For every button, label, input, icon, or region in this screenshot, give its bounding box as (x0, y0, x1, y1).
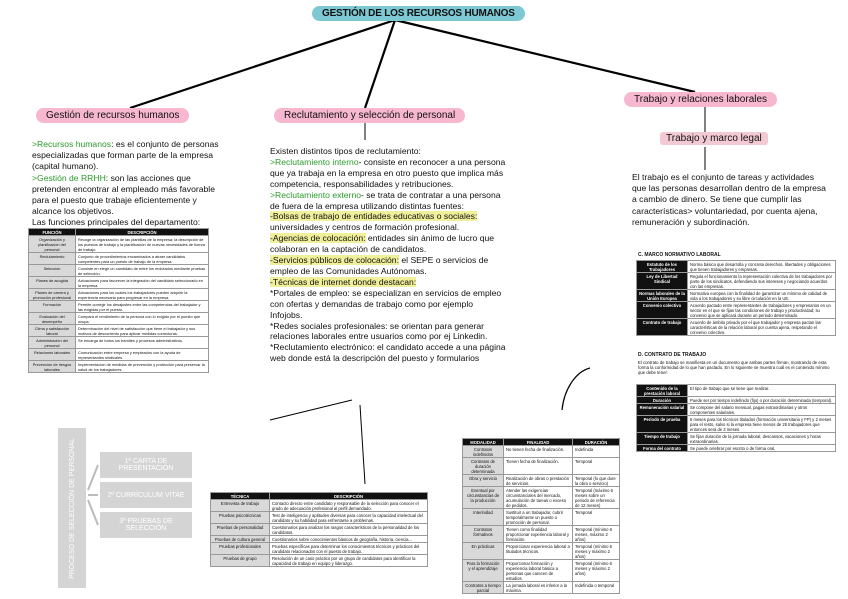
table-row: Prevención de riesgos laborales Implementación de medidas de prevención y protección para preservar la salud de los trabajadores. (29, 361, 209, 373)
rh-def: : es el conjunto de personas especializadas que forman parte de la empresa (capital humano). (32, 139, 219, 172)
contrato-title: D. CONTRATO DE TRABAJO (638, 352, 707, 358)
table-row: Para la formación y el aprendizaje Proporcionar formación y experiencia laboral básica a personas que carecen de estudios. Temporal (mínimo 6 meses y máximo 2 años) (463, 560, 620, 582)
th-funcion: FUNCIÓN (29, 229, 76, 236)
externo-term: >Reclutamiento externo (270, 189, 362, 200)
table-row: Obra y servicio Realización de obras o prestación de servicios. Temporal (lo que dure la obra o servicio) (463, 475, 620, 487)
contrato-intro: El contrato de trabajo se manifiesta en un documento que ambas partes firman, mostrando de esta forma la conformidad de lo que han pactado. En lo siguiente se muestra cuál es el contenido mínimo que debe tener: (638, 360, 830, 376)
branch-marco-legal: Trabajo y marco legal (660, 132, 768, 145)
table-row: Contrato de trabajo Acuerdo de ámbito privado por el que trabajador y empresa pactan las características de la relación laboral por cuenta ajena, respetando el convenio colectivo. (637, 319, 836, 336)
trabajo-text: El trabajo es el conjunto de tareas y actividades que las personas desarrollan dentro de la empresa a cambio de dinero. Se tiene que cumplir las características> voluntariedad, por cuenta ajena, remuneración y subordinación. (632, 172, 826, 227)
main-title: GESTIÓN DE LOS RECURSOS HUMANOS (312, 6, 525, 21)
table-row: Pruebas de cultura general Cuestionarios sobre conocimientos básicos de geografía, historia, ciencia... (211, 536, 428, 543)
table-row: Clima y satisfacción laboral Determinación del nivel de satisfacción que tiene el trabajador y sus motivos de descontento para aplicar medidas correctoras. (29, 325, 209, 337)
table-row: Contratos a tiempo parcial La jornada laboral es inferior a la máxima. Indefinida o temporal (463, 582, 620, 594)
table-row: Planes de acogida Actuaciones para favorecer la integración del candidato seleccionado en la empresa. (29, 277, 209, 289)
table-row: Periodo de prueba 6 meses para los técnicos titulados (formación universitaria y FP) y 2 meses para el resto, salvo si la empresa tiene menos de 25 trabajadores que entonces será de 3 meses. (637, 416, 836, 433)
grh-def: : son las acciones que pretenden encontrar al empleado más favorable para el puesto que trabaje eficientemente y alcance los objetivos. (32, 172, 215, 217)
table-row: Planes de carrera y promoción profesional Actuaciones para los cuales los trabajadores pueden adquirir la experiencia necesaria para progresar en la empresa. (29, 289, 209, 301)
table-row: Reclutamiento Conjunto de procedimientos encaminados a atraer candidatos competentes para un puesto de trabajo de la empresa. (29, 253, 209, 265)
table-row: Contratos indefinidos No tienen fecha de finalización. Indefinida (463, 446, 620, 458)
branch-trabajo: Trabajo y relaciones laborales (624, 92, 777, 107)
table-row: Pruebas psicotécnicas Test de inteligencia y aptitudes diversas para conocer la capacidad intelectual del candidato y su habilidad para enfrentarse a problemas. (211, 512, 428, 524)
table-row: Normas laborales de la Unión Europea Normativa europea con la finalidad de garantizar un mínimo de calidad de vida a los trabajadores y su libre circulación en la UE. (637, 290, 836, 302)
proceso-title: PROCESO DE SELECCIÓN DE PERSONAL (68, 437, 76, 579)
table-row: Forma del contrato Se puede celebrar por escrito o de forma oral. (637, 445, 836, 452)
table-row: Estatuto de los Trabajadores Norma básica que desarrolla y concreta derechos, libertades y obligaciones que tienen trabajadores y empresas. (637, 261, 836, 273)
marco-normativo-title: C. MARCO NORMATIVO LABORAL (638, 252, 721, 258)
th-descripcion: DESCRIPCIÓN (76, 229, 209, 236)
table-row: Eventual por circunstancias de la producción Atender las exigencias circunstanciales del mercado, acumulación de tareas o exceso de pedidos. Temporal (máximo 6 meses sobre un periodo de referencia de 12 meses) (463, 487, 620, 509)
table-row: Contenido de la prestación laboral El tipo de trabajo que se tiene que realizar. (637, 385, 836, 397)
proceso-title-box (58, 428, 86, 588)
table-row: Pruebas de personalidad Cuestionarios para analizar los rasgos característicos de la personalidad de los candidatos. (211, 524, 428, 536)
table-row: Convenio colectivo Acuerdo pactado entre representantes de trabajadores y empresarios en un sector en el que se fijan las condiciones de trabajo y productividad; su convenio que se aplicará durante un periodo determinado. (637, 302, 836, 319)
table-row: Duración Puede ser por tiempo indefinido (fijo) o por duración determinada (temporal). (637, 397, 836, 404)
proceso-step-3: 3º PRUEBAS DE SELECCIÓN (100, 512, 192, 538)
table-row: Selección Consiste en elegir un candidato de entre los reclutados mediante pruebas de selección. (29, 265, 209, 277)
table-row: Organización y planificación del personal Recoge la organización de las plantillas de la empresa; la descripción de los puestos de trabajo y la planificación de nuevas necesidades de fuerza de trabajo. (29, 236, 209, 253)
branch-gestion: Gestión de recursos humanos (36, 108, 189, 123)
proceso-step-1: 1º CARTA DE PRESENTACIÓN (100, 452, 192, 478)
tecnicas-table: TÉCNICA DESCRIPCIÓN Entrevista de trabajo Contacto directo entre candidato y responsable de la selección para conocer el grado de adecuación profesional al perfil demandado. Pruebas psicotécnicas Test de inteligencia y aptitudes diversas para conocer la capacidad intelectual del candidato y su habilidad para enfrentarse a problemas. Pruebas de personalidad Cuestionarios para analizar los rasgos característicos de la personalidad de los candidatos. Pruebas de cultura general Cuestionarios sobre conocimientos básicos de geografía, historia, ciencia... Pruebas profesionales Pruebas específicas para determinar los conocimientos técnicos y prácticos del candidato relacionados con el puesto de trabajo. Pruebas de grupo Resolución de un caso práctico por un grupo de candidatos para identificar la capacidad de trabajo en equipo y liderazgo. (210, 492, 428, 567)
funciones-table (28, 228, 209, 373)
table-row: Interinidad Sustituir a un trabajador, cubrir temporalmente un puesto o promoción de personal. Temporal (463, 509, 620, 526)
marco-normativo-table (636, 260, 836, 336)
table-row: Pruebas de grupo Resolución de un caso práctico por un grupo de candidatos para identificar la capacidad de trabajo en equipo y liderazgo. (211, 555, 428, 567)
funciones-label: Las funciones principales del departamento: (32, 217, 201, 228)
table-row: Formación Permite corregir los desajustes entre las competencias del trabajador y las exigidas por el puesto. (29, 301, 209, 313)
proceso-step-2: 2º CURRÍCULUM VITAE (100, 482, 192, 508)
reclutamiento-text: Existen distintos tipos de reclutamiento: >Reclutamiento interno- consiste en reconocer a una persona que ya trabaja en la empresa en otro puesto que implica más competencia, responsabilidades y retribuciones. >Reclutamiento externo- se trata de contratar a una persona de fuera de la empresa utilizando distintas fuentes: -Bolsas de trabajo de entidades educativas o sociales: universidades y centros de formación profesional. -Agencias de colocación: entidades sin ánimo de lucro que colaboran en la captación de candidatos. -Servicios públicos de colocación: el SEPE o servicios de empleo de las Comunidades Autónomas. -Técnicas de internet donde destacan: *Portales de empleo: se especializan en servicios de empleo con ofertas y demandas de trabajo como por ejemplo Infojobs. *Redes sociales profesionales: se orientan para generar relaciones laborales entre usuarios como por ej Linkedin. *Reclutamiento electrónico: el candidato accede a una página web donde está la descripción del puesto y formularios (270, 146, 506, 364)
table-row: Remuneración salarial Se compone del salario mensual, pagas extraordinarias y otros componentes salariales. (637, 404, 836, 416)
table-row: Contratos de duración determinada Tienen fecha de finalización. Temporal (463, 458, 620, 475)
modalidades-table: MODALIDAD FINALIDAD DURACIÓN Contratos indefinidos No tienen fecha de finalización. Indefinida Contratos de duración determinada Tienen fecha de finalización. Temporal Obra y servicio Realización de obras o prestación de servicios. Temporal (lo que dure la obra o servicio) Eventual por circunstancias de la producción Atender las exigencias circunstanciales del mercado, acumulación de tareas o exceso de pedidos. Temporal (máximo 6 meses sobre un periodo de referencia de 12 meses) Interinidad Sustituir a un trabajador, cubrir temporalmente un puesto o promoción de personal. Temporal Contratos formativos Tienen como finalidad proporcionar experiencia laboral y formación. Temporal (mínimo 6 meses, máximo 2 años) En prácticas Proporcionar experiencia laboral a titulados técnicos. Temporal (mínimo 6 meses y máximo 2 años) Para la formación y el aprendizaje Proporcionar formación y experiencia laboral básica a personas que carecen de estudios. Temporal (mínimo 6 meses y máximo 2 años) Contratos a tiempo parcial La jornada laboral es inferior a la máxima. Indefinida o temporal (462, 438, 620, 594)
table-row: Entrevista de trabajo Contacto directo entre candidato y responsable de la selección para conocer el grado de adecuación profesional al perfil demandado. (211, 500, 428, 512)
table-row: Pruebas profesionales Pruebas específicas para determinar los conocimientos técnicos y prácticos del candidato relacionados con el puesto de trabajo. (211, 543, 428, 555)
table-row: Ley de Libertad Sindical Regula el funcionamiento la representación colectiva de los trabajadores por parte de los sindicatos, defendiendo sus intereses y negociando acuerdos con las empresas. (637, 273, 836, 290)
table-row: Relaciones laborales Comunicación entre empresa y empleados con la ayuda de representantes sindicales. (29, 349, 209, 361)
table-row: Tiempo de trabajo Se fijan duración de la jornada laboral, descansos, vacaciones y horas extraordinarias. (637, 433, 836, 445)
interno-term: >Reclutamiento interno (270, 156, 359, 167)
table-row: Administración del personal Se encarga de todos los trámites y procesos administrativos. (29, 337, 209, 349)
contrato-table (636, 384, 836, 452)
table-row: Contratos formativos Tienen como finalidad proporcionar experiencia laboral y formación. Temporal (mínimo 6 meses, máximo 2 años) (463, 526, 620, 543)
gestion-text (32, 139, 224, 229)
branch-reclutamiento: Reclutamiento y selección de personal (274, 108, 465, 123)
grh-term: >Gestión de RRHH (32, 172, 106, 183)
table-row: En prácticas Proporcionar experiencia laboral a titulados técnicos. Temporal (mínimo 6 meses y máximo 2 años) (463, 543, 620, 560)
rh-term: >Recursos humanos (32, 139, 112, 149)
table-row: Evaluación del desempeño Compara el rendimiento de la persona con lo exigido por el puesto que ocupa. (29, 313, 209, 325)
